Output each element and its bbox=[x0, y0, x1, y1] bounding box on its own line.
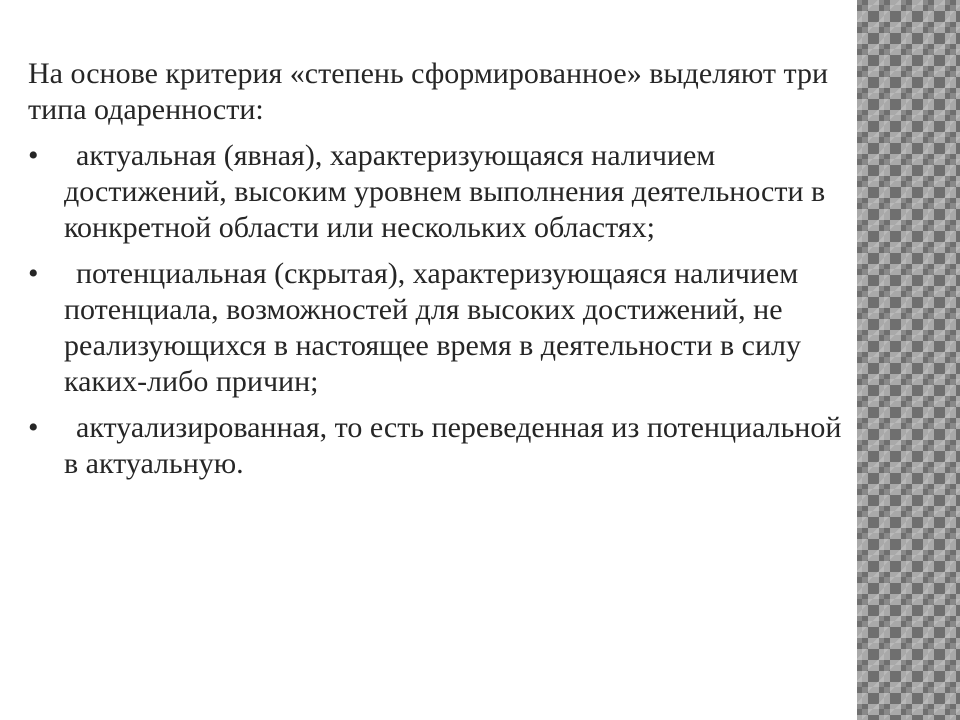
list-item bbox=[28, 256, 858, 400]
bullet-list bbox=[28, 138, 858, 482]
list-item bbox=[28, 410, 858, 482]
bullet-icon: • bbox=[28, 411, 39, 444]
list-item bbox=[28, 138, 858, 246]
intro-paragraph: На основе критерия «степень сформированное» выделяют три типа одаренности: bbox=[28, 57, 829, 126]
bullet-icon: • bbox=[28, 139, 39, 172]
bullet-icon: • bbox=[28, 257, 39, 290]
bullet-text: актуальная (явная), характеризующаяся наличием достижений, высоким уровнем выполнения деятельности в конкретной области или нескольких областях; bbox=[64, 139, 826, 244]
bullet-text: актуализированная, то есть переведенная из потенциальной в актуальную. bbox=[64, 411, 842, 480]
bullet-text: потенциальная (скрытая), характеризующаяся наличием потенциала, возможностей для высоких достижений, не реализующихся в настоящее время в деятельности в силу каких-либо причин; bbox=[64, 257, 802, 398]
decorative-pattern-strip bbox=[857, 0, 960, 720]
slide-content bbox=[28, 56, 858, 492]
